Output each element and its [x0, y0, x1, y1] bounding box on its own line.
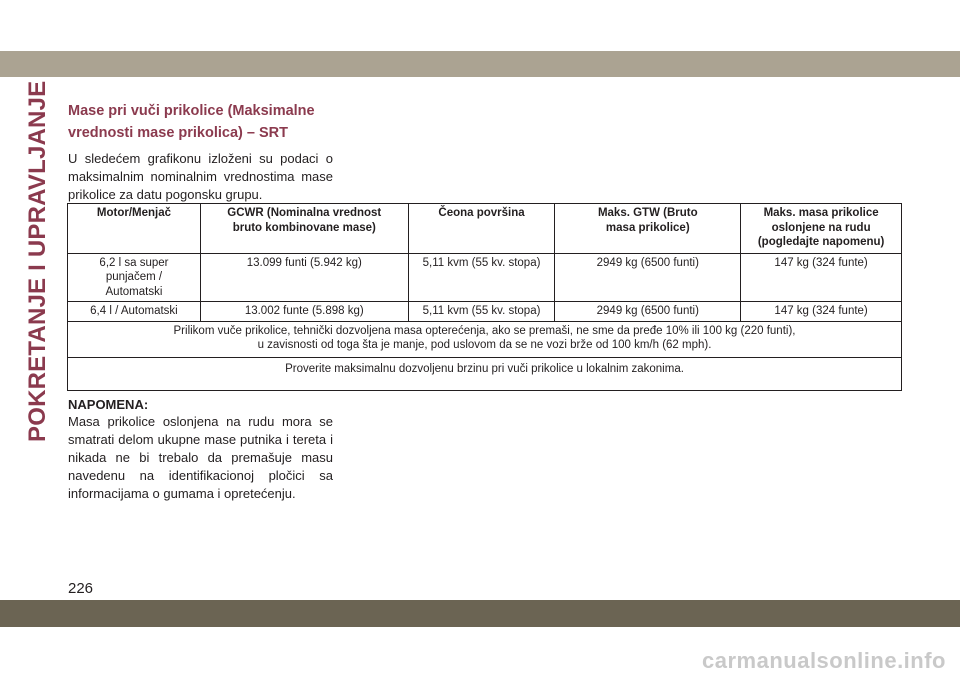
table-cell: 5,11 kvm (55 kv. stopa): [408, 253, 555, 302]
site-watermark: carmanualsonline.info: [702, 648, 946, 673]
note-body: Masa prikolice oslonjena na rudu mora se smatrati delom ukupne mase putnika i tereta i nikada ne bi trebalo da premašuje masu navedenu na identifikacionoj pločici sa informacijama o gumama i opretećenju.: [68, 414, 333, 501]
table-cell: 5,11 kvm (55 kv. stopa): [408, 302, 555, 322]
table-cell: 147 kg (324 funte): [741, 253, 902, 302]
table-row: [68, 302, 902, 322]
section-side-title: POKRETANJE I UPRAVLJANJE: [24, 80, 51, 442]
table-header-row: [68, 204, 902, 254]
table-header-cell: GCWR (Nominalna vrednost bruto kombinovane mase): [200, 204, 408, 254]
table-note-row: [68, 357, 902, 390]
table-cell: 6,2 l sa super punjačem / Automatski: [68, 253, 201, 302]
table-cell: 6,4 l / Automatski: [68, 302, 201, 322]
table-row: [68, 253, 902, 302]
bottom-band: [0, 600, 960, 627]
table-note-line: Prilikom vuče prikolice, tehnički dozvoljena masa opterećenja, ako se premaši, ne sme da pređe 10% ili 100 kg (220 funti),: [173, 324, 796, 337]
table-note-row: [68, 321, 902, 357]
table-cell: 2949 kg (6500 funti): [555, 253, 741, 302]
table-header-cell: Motor/Menjač: [68, 204, 201, 254]
table-note-cell: Proverite maksimalnu dozvoljenu brzinu pri vuči prikolice u lokalnim zakonima.: [68, 357, 902, 390]
table-cell: 13.002 funte (5.898 kg): [200, 302, 408, 322]
note-title: NAPOMENA:: [68, 397, 149, 412]
table-cell: 147 kg (324 funte): [741, 302, 902, 322]
table-cell: 2949 kg (6500 funti): [555, 302, 741, 322]
intro-paragraph: U sledećem grafikonu izloženi su podaci o maksimalnim nominalnim vrednostima mase prikolice za datu pogonsku grupu.: [68, 151, 333, 202]
table-header-cell: Maks. masa prikolice oslonjene na rudu (pogledajte napomenu): [741, 204, 902, 254]
table-cell: 13.099 funti (5.942 kg): [200, 253, 408, 302]
section-heading: Mase pri vuči prikolice (Maksimalne vrednosti mase prikolica) – SRT: [68, 103, 315, 141]
table-note-line: u zavisnosti od toga šta je manje, pod uslovom da se ne vozi brže od 100 km/h (62 mph).: [257, 339, 712, 351]
trailer-weight-table: [67, 203, 902, 391]
table-header-cell: Čeona površina: [408, 204, 555, 254]
table-note-cell: [68, 321, 902, 357]
table-header-cell: Maks. GTW (Bruto masa prikolice): [555, 204, 741, 254]
page-number: 226: [68, 580, 94, 597]
top-band: [0, 51, 960, 77]
